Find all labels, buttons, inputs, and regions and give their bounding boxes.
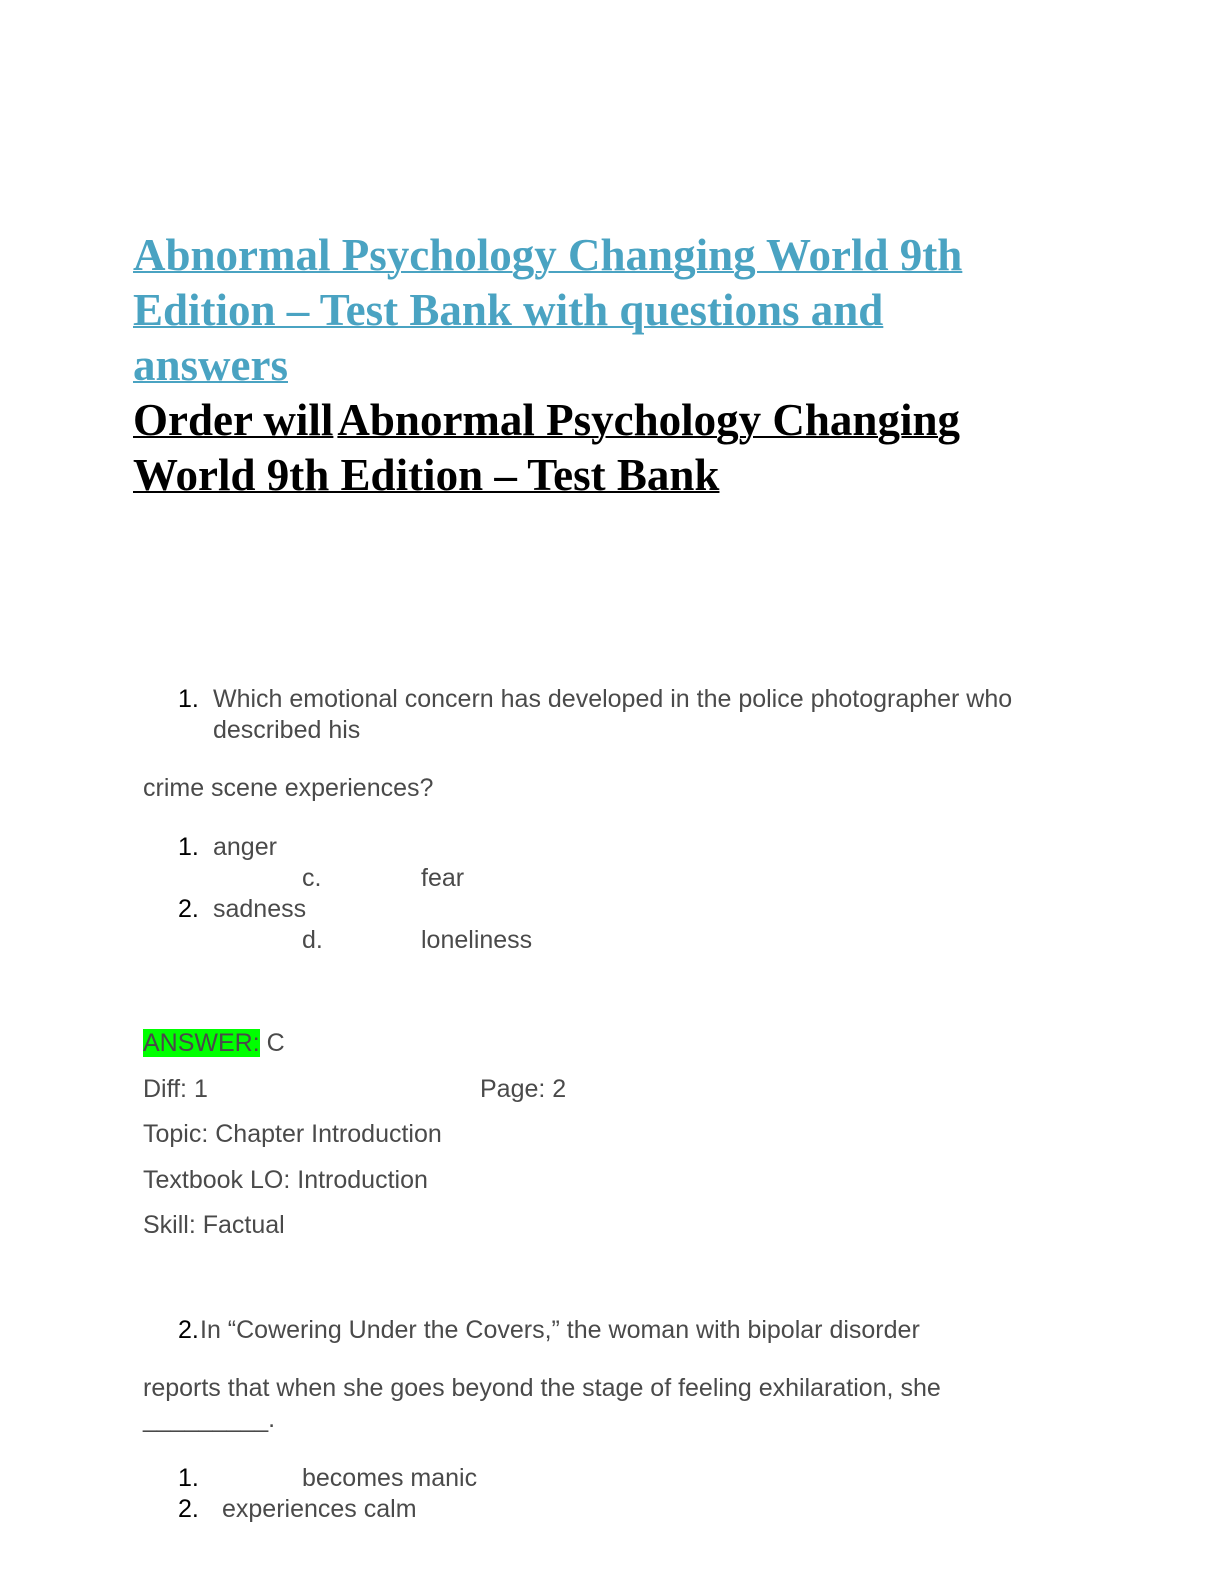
title-link-line-2[interactable]: Edition – Test Bank with questions and [133, 285, 884, 335]
answer-line [143, 1029, 285, 1058]
option-text: loneliness [421, 926, 533, 954]
order-prefix-link[interactable]: Order will [133, 395, 334, 445]
answer-blank: _________. [143, 1405, 276, 1433]
title-link-line-3[interactable]: answers [133, 340, 288, 390]
order-line-1 [133, 393, 1093, 448]
topic: Topic: Chapter Introduction [143, 1120, 442, 1148]
option-label: c. [302, 864, 322, 892]
order-title-link-2[interactable]: World 9th Edition – Test Bank [133, 450, 720, 500]
difficulty: Diff: 1 [143, 1075, 208, 1103]
question-text-line: described his [213, 716, 361, 744]
option-text: sadness [213, 895, 307, 923]
option-label: 1. [178, 1464, 199, 1492]
option-text: anger [213, 833, 277, 861]
option-label: 2. [178, 1495, 199, 1523]
order-title-link-1[interactable]: Abnormal Psychology Changing [337, 395, 960, 445]
skill: Skill: Factual [143, 1211, 285, 1239]
option-label: 2. [178, 895, 199, 923]
question-text-line: In “Cowering Under the Covers,” the woman with bipolar disorder [200, 1316, 920, 1344]
answer-value: C [259, 1029, 285, 1057]
title-link-line-1[interactable]: Abnormal Psychology Changing World 9th [133, 230, 963, 280]
question-text-line: reports that when she goes beyond the stage of feeling exhilaration, she [143, 1374, 941, 1402]
document-title [133, 228, 1093, 503]
question-number: 2. [178, 1316, 199, 1344]
option-text: experiences calm [222, 1495, 417, 1523]
question-text-line: Which emotional concern has developed in the police photographer who [213, 685, 1013, 713]
option-text: fear [421, 864, 465, 892]
option-label: 1. [178, 833, 199, 861]
option-label: d. [302, 926, 323, 954]
learning-objective: Textbook LO: Introduction [143, 1166, 428, 1194]
answer-label: ANSWER: [143, 1029, 260, 1057]
question-number: 1. [178, 685, 199, 713]
question-text-line: crime scene experiences? [143, 774, 434, 802]
option-text: becomes manic [302, 1464, 478, 1492]
page-reference: Page: 2 [480, 1075, 567, 1103]
